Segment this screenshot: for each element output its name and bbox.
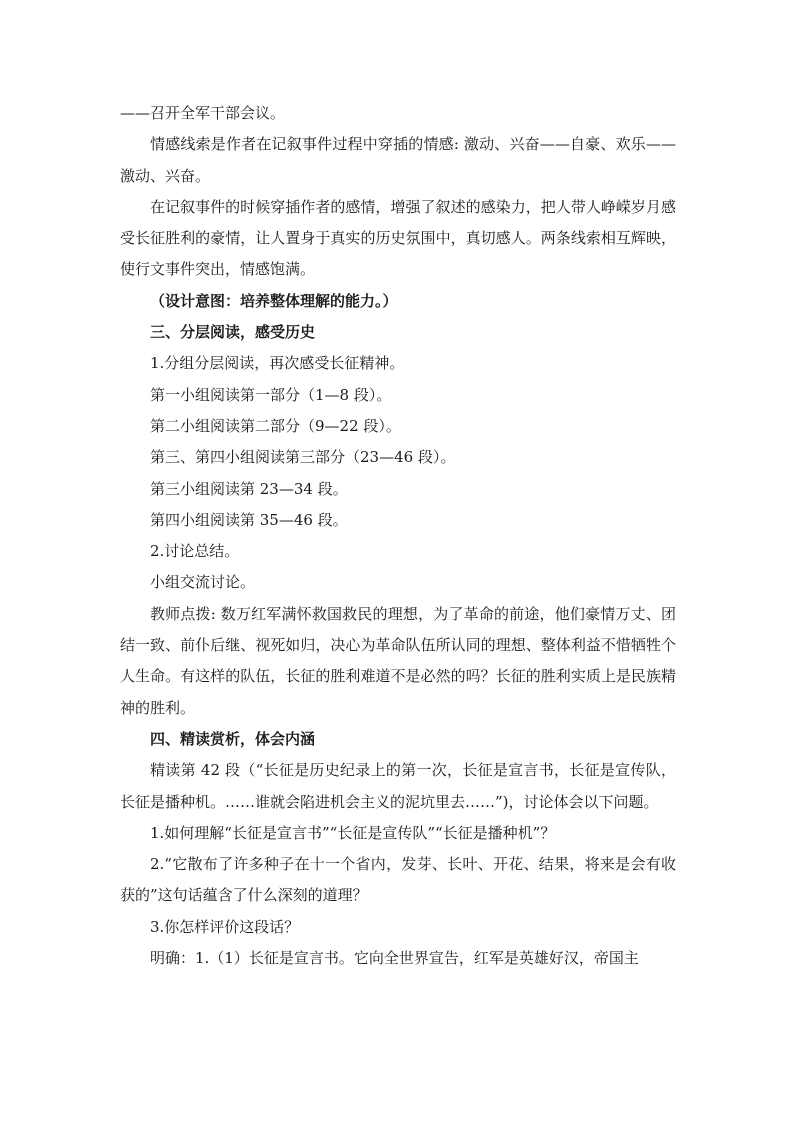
paragraph-9: 第三、第四小组阅读第三部分（23—46 段）。 xyxy=(150,448,456,467)
paragraph-10: 第三小组阅读第 23—34 段。 xyxy=(150,479,348,498)
paragraph-7: 第一小组阅读第一部分（1—8 段）。 xyxy=(150,385,392,404)
paragraph-8: 第二小组阅读第二部分（9—22 段）。 xyxy=(150,416,401,435)
paragraph-14: 教师点拨: 数万红军满怀救国救民的理想，为了革命的前途，他们豪情万丈、团结一致、前仆后继、视死如归，决心为革命队伍所认同的理想、整体利益不惜牺牲个人生命。有这样的队伍，长征的胜利难道不是必然的吗？长征的胜利实质上是民族精神的胜利。 xyxy=(120,604,676,717)
paragraph-2: 情感线索是作者在记叙事件过程中穿插的情感: 激动、兴奋——自豪、欢乐——激动、兴奋。 xyxy=(120,135,676,185)
paragraph-19: 3.你怎样评价这段话？ xyxy=(150,917,300,936)
paragraph-3: 在记叙事件的时候穿插作者的感情，增强了叙述的感染力，把人带人峥嵘岁月感受长征胜利的豪情，让人置身于真实的历史氛围中，真切感人。两条线索相互辉映，使行文事件突出，情感饱满。 xyxy=(120,197,676,279)
paragraph-20: 明确：1.（1）长征是宣言书。它向全世界宣告，红军是英雄好汉，帝国主 xyxy=(150,949,639,968)
paragraph-16: 精读第 42 段（“长征是历史纪录上的第一次，长征是宣言书，长征是宣传队，长征是播种机。……谁就会陷进机会主义的泥坑里去……”)，讨论体会以下问题。 xyxy=(120,761,676,811)
paragraph-6: 1.分组分层阅读，再次感受长征精神。 xyxy=(150,354,405,373)
paragraph-17: 1.如何理解“长征是宣言书”“长征是宣传队”“长征是播种机”？ xyxy=(150,823,556,842)
design-intent-note: （设计意图：培养整体理解的能力。） xyxy=(150,291,398,310)
paragraph-18: 2.“它散布了许多种子在十一个省内，发芽、长叶、开花、结果，将来是会有收获的”这句话蕴含了什么深刻的道理？ xyxy=(120,855,676,905)
paragraph-11: 第四小组阅读第 35—46 段。 xyxy=(150,510,348,529)
paragraph-1: ——召开全军干部会议。 xyxy=(120,104,286,122)
paragraph-13: 小组交流讨论。 xyxy=(150,573,256,592)
section-heading-3: 三、分层阅读，感受历史 xyxy=(150,323,316,342)
paragraph-12: 2.讨论总结。 xyxy=(150,542,240,561)
document-body xyxy=(120,98,676,974)
section-heading-4: 四、精读赏析，体会内涵 xyxy=(150,729,316,748)
